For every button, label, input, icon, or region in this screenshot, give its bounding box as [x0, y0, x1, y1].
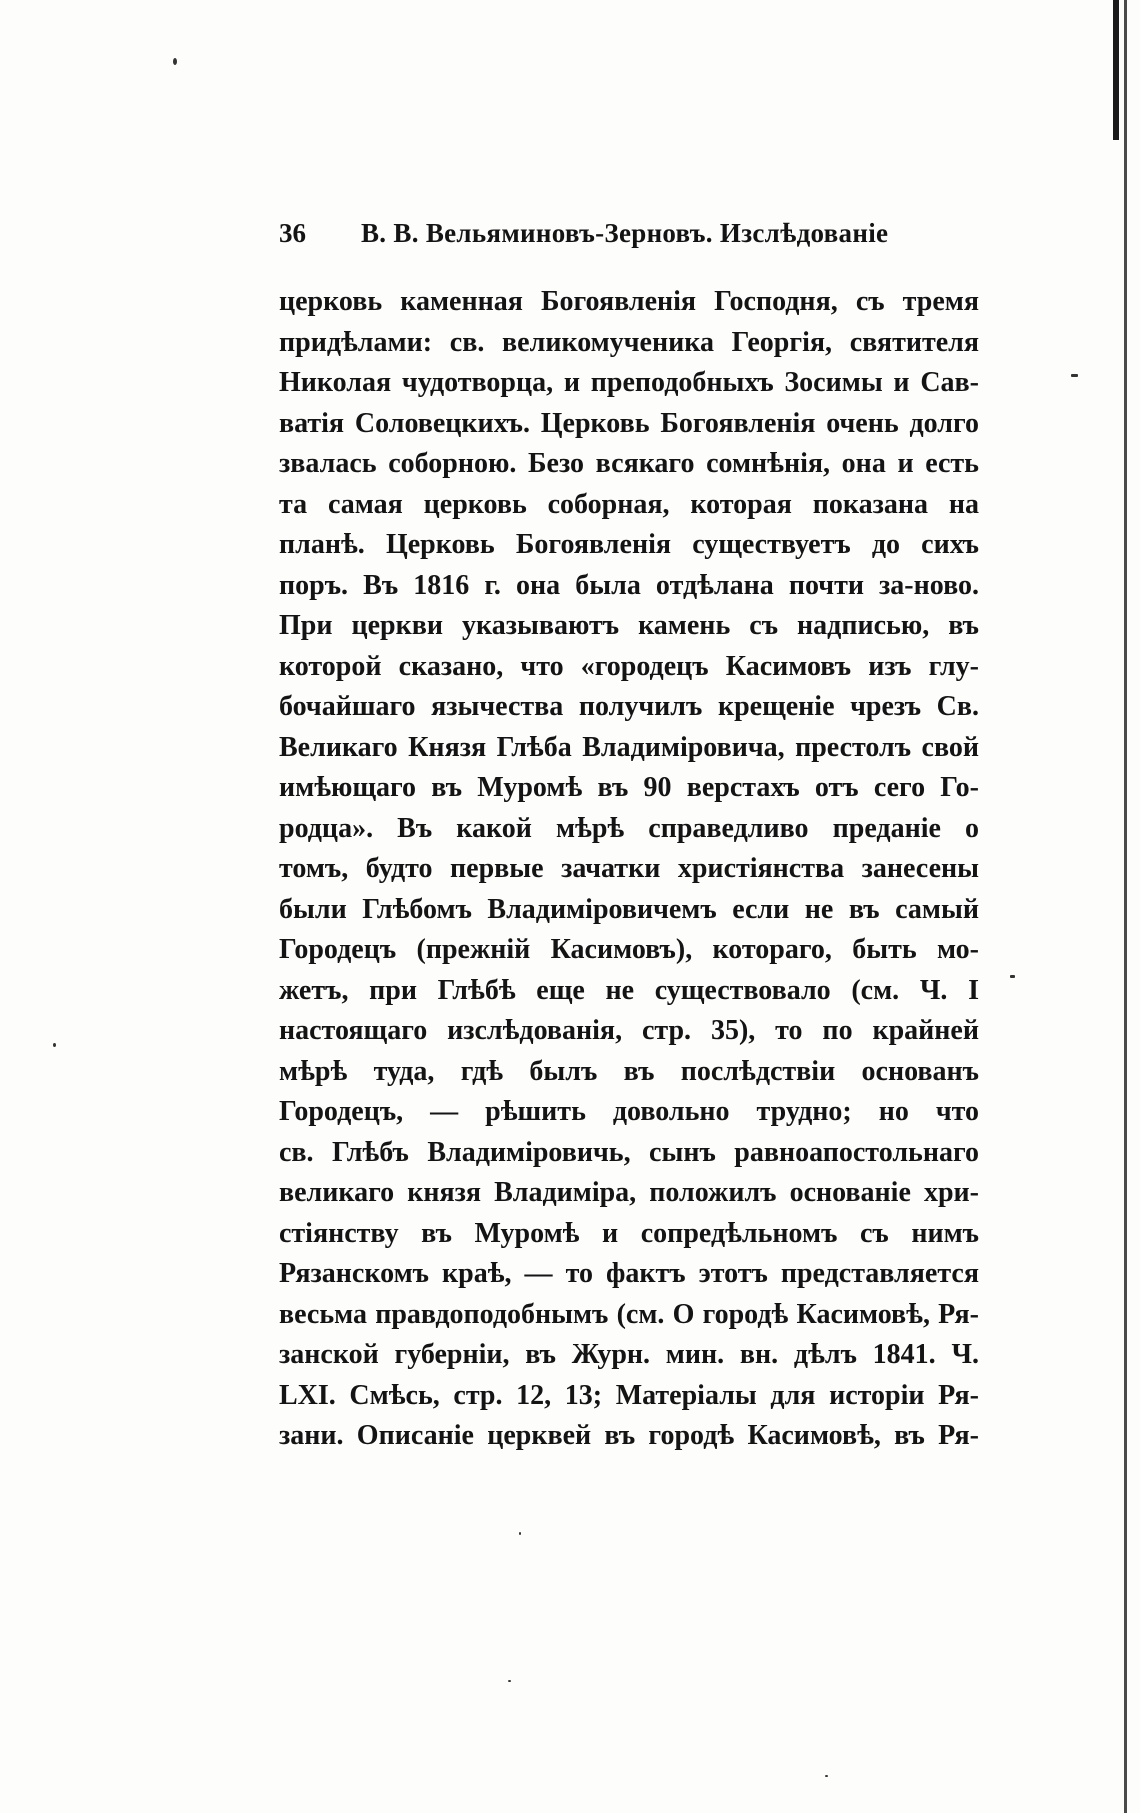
- text-line: та самая церковь соборная, которая показана на: [279, 488, 979, 520]
- text-line: Великаго Князя Глѣба Владиміровича, престолъ свой: [279, 731, 979, 763]
- text-line: придѣлами: св. великомученика Георгія, святителя: [279, 326, 979, 358]
- text-line: звалась соборною. Безо всякаго сомнѣнія, она и есть: [279, 448, 979, 479]
- text-line: стіянству въ Муромѣ и сопредѣльномъ съ нимъ: [279, 1217, 979, 1249]
- text-line: жетъ, при Глѣбѣ еще не существовало (см. Ч. I: [279, 974, 979, 1006]
- text-line: LXI. Смѣсь, стр. 12, 13; Матеріалы для исторіи Ря-: [279, 1379, 979, 1411]
- text-line: церковь каменная Богоявленія Господня, съ тремя: [279, 286, 979, 317]
- scan-speck: [825, 1775, 828, 1777]
- text-line: св. Глѣбъ Владиміровичь, сынъ равноапостольнаго: [279, 1136, 979, 1168]
- text-line: Николая чудотворца, и преподобныхъ Зосимы и Сав-: [279, 367, 979, 398]
- text-line: Городецъ, — рѣшить довольно трудно; но что: [279, 1096, 979, 1127]
- text-line: родца». Въ какой мѣрѣ справедливо преданіе о: [279, 812, 979, 844]
- text-line: При церкви указываютъ камень съ надписью, въ: [279, 610, 979, 641]
- body-text: [279, 282, 979, 1457]
- text-line: которой сказано, что «городецъ Касимовъ изъ глу-: [279, 650, 979, 682]
- scan-speck: [1010, 975, 1015, 978]
- text-line: поръ. Въ 1816 г. она была отдѣлана почти за-ново.: [279, 569, 979, 601]
- text-line: весьма правдоподобнымъ (см. О городѣ Касимовѣ, Ря-: [279, 1298, 979, 1330]
- text-line: ватія Соловецкихъ. Церковь Богоявленія очень долго: [279, 407, 979, 439]
- scan-speck: [519, 1532, 521, 1535]
- text-line: были Глѣбомъ Владиміровичемъ если не въ самый: [279, 893, 979, 925]
- binding-shadow: [1113, 0, 1119, 140]
- text-line: мѣрѣ туда, гдѣ былъ въ послѣдствіи основанъ: [279, 1055, 979, 1087]
- text-line: томъ, будто первые зачатки христіянства занесены: [279, 853, 979, 884]
- scan-speck: [53, 1043, 56, 1047]
- scan-speck: [173, 58, 177, 65]
- running-head: В. В. Вельяминовъ-Зерновъ. Изслѣдованіе: [361, 218, 889, 248]
- text-line: имѣющаго въ Муромѣ въ 90 верстахъ отъ сего Го-: [279, 772, 979, 803]
- text-line: Городецъ (прежній Касимовъ), котораго, быть мо-: [279, 934, 979, 965]
- text-line: великаго князя Владиміра, положилъ основаніе хри-: [279, 1177, 979, 1208]
- text-line: бочайшаго язычества получилъ крещеніе чрезъ Св.: [279, 691, 979, 722]
- text-line: настоящаго изслѣдованія, стр. 35), то по крайней: [279, 1015, 979, 1046]
- page-header: [279, 218, 979, 258]
- page-number: 36: [279, 218, 306, 248]
- scan-speck: [1071, 374, 1078, 377]
- text-line: зани. Описаніе церквей въ городѣ Касимовѣ, въ Ря-: [279, 1420, 979, 1451]
- scan-speck: [508, 1680, 511, 1682]
- page-edge-line: [1124, 0, 1127, 1813]
- text-line: занской губерніи, въ Журн. мин. вн. дѣлъ 1841. Ч.: [279, 1339, 979, 1370]
- text-line: планѣ. Церковь Богоявленія существуетъ до сихъ: [279, 529, 979, 560]
- text-line: Рязанскомъ краѣ, — то фактъ этотъ представляется: [279, 1258, 979, 1289]
